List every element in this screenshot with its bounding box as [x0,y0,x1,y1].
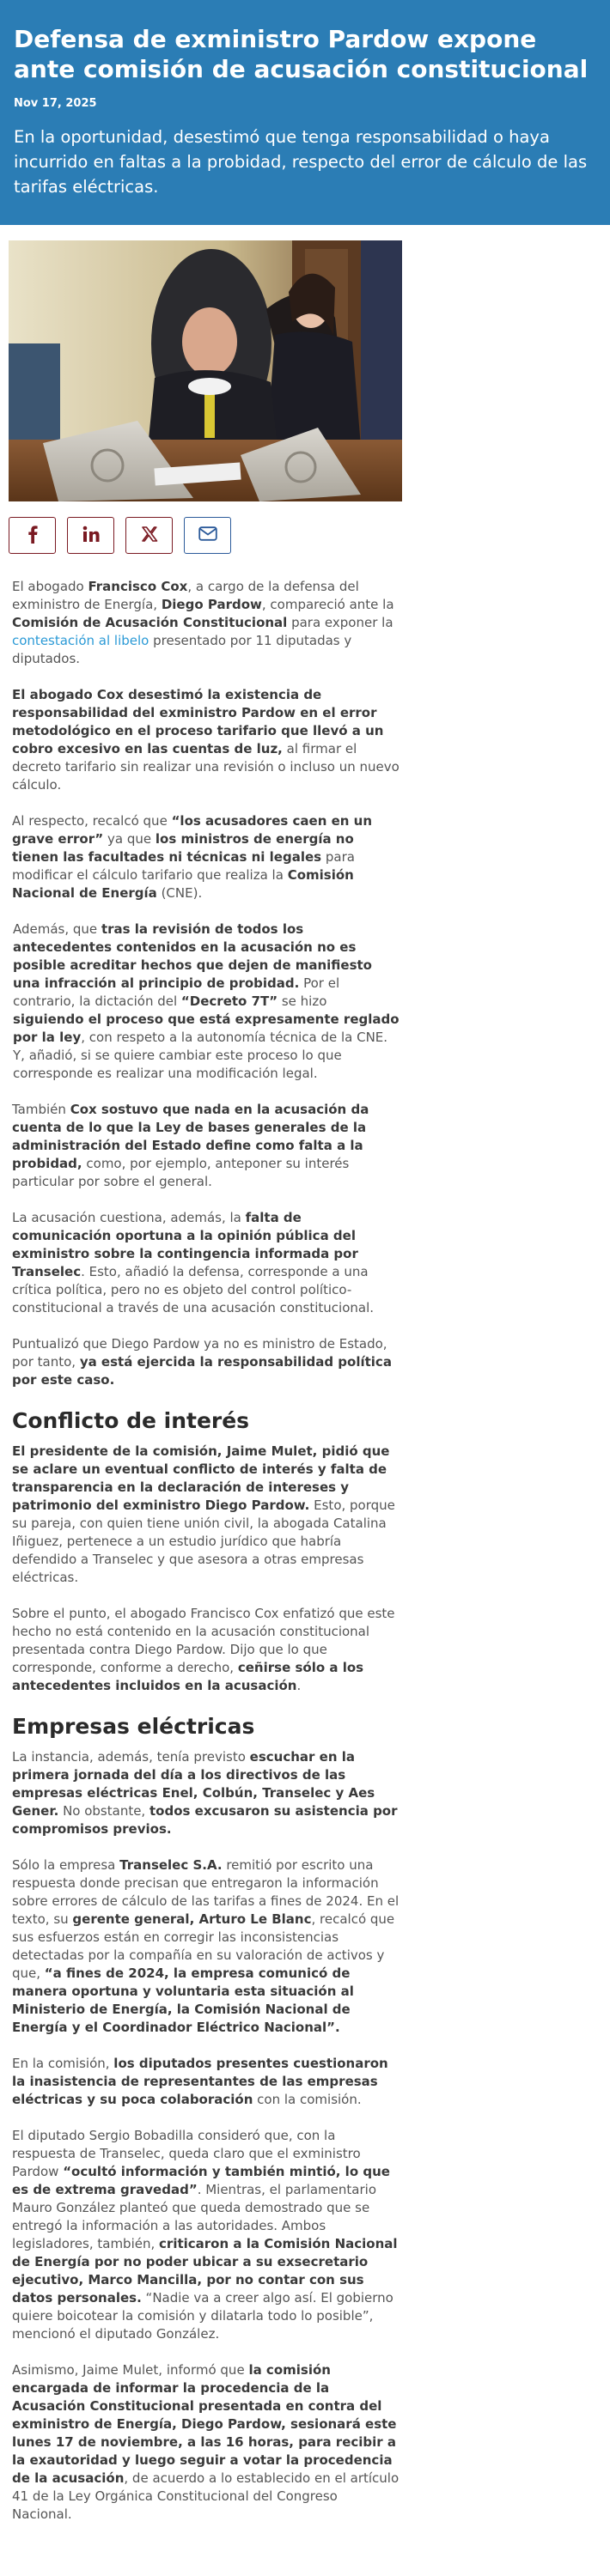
x-icon [141,526,158,546]
section-heading: Conflicto de interés [12,1408,250,1433]
paragraph: Puntualizó que Diego Pardow ya no es ministro de Estado, por tanto, ya está ejercida la responsabilidad política por este caso. [12,1336,392,1388]
article-lead: En la oportunidad, desestimó que tenga responsabilidad o haya incurrido en faltas a la probidad, respecto del error de cálculo de las tarifas eléctricas. [14,127,588,197]
share-email-button[interactable] [184,517,231,554]
article-title: Defensa de exministro Pardow expone ante comisión de acusación constitucional [14,25,589,83]
article-body [0,554,412,2576]
share-linkedin-button[interactable] [67,517,114,554]
section-heading: Empresas eléctricas [12,1714,255,1739]
paragraph: Asimismo, Jaime Mulet, informó que la comisión encargada de informar la procedencia de la Acusación Constitucional presentada en contra del exministro de Energía, Diego Pardow, sesionará este lunes 17 de noviembre, a las 16 horas, para recibir a la exautoridad y luego seguir a votar la procedencia de la acusación, de acuerdo a lo establecido en el artículo 41 de la Ley Orgánica Constitucional del Congreso Nacional. [12,2362,400,2522]
article-header [0,0,610,225]
paragraph: También Cox sostuvo que nada en la acusación da cuenta de lo que la Ley de bases generales de la administración del Estado define como falta a la probidad, como, por ejemplo, anteponer su interés particular por sobre el general. [12,1102,369,1189]
facebook-icon [25,525,40,547]
mail-icon [198,526,217,544]
paragraph: El diputado Sergio Bobadilla consideró que, con la respuesta de Transelec, queda claro que el exministro Pardow “ocultó información y también mintió, lo que es de extrema gravedad”. Mientras, el parlamentario Mauro González planteó que queda demostrado que se entregó la información a las autoridades. Ambos legisladores, también, criticaron a la Comisión Nacional de Energía por no poder ubicar a su exsecretario ejecutivo, Marco Mancilla, por no contar con sus datos personales. “Nadie va a creer algo así. El gobierno quiere boicotear la comisión y dilatarla todo lo posible”, mencionó el diputado González. [12,2128,398,2342]
paragraph: El abogado Francisco Cox, a cargo de la defensa del exministro de Energía, Diego Pardow, compareció ante la Comisión de Acusación Constitucional para exponer la contestación al libelo presentado por 11 diputadas y diputados. [12,579,394,666]
article-photo [9,240,402,501]
linkedin-icon [82,526,100,546]
share-facebook-button[interactable] [9,517,56,554]
share-bar [9,517,610,554]
paragraph: La instancia, además, tenía previsto escuchar en la primera jornada del día a los directivos de las empresas eléctricas Enel, Colbún, Transelec y Aes Gener. No obstante, todos excusaron su asistencia por compromisos previos. [12,1749,398,1837]
paragraph: Sólo la empresa Transelec S.A. remitió por escrito una respuesta donde precisan que entregaron la información sobre errores de cálculo de las tarifas a fines de 2024. En el texto, su gerente general, Arturo Le Blanc, recalcó que sus esfuerzos están en corregir las inconsistencias detectadas por la compañía en su valoración de activos y que, “a fines de 2024, la empresa comunicó de manera oportuna y voluntaria esta situación al Ministerio de Energía, la Comisión Nacional de Energía y el Coordinador Eléctrico Nacional”. [12,1857,400,2035]
paragraph: El presidente de la comisión, Jaime Mulet, pidió que se aclare un eventual conflicto de interés y falta de transparencia en la declaración de intereses y patrimonio del exministro Diego Pardow. Esto, porque su pareja, con quien tiene unión civil, la abogada Catalina Iñiguez, pertenece a un estudio jurídico que habría defendido a Transelec y que asesora a otras empresas eléctricas. [12,1443,395,1585]
paragraph: Al respecto, recalcó que “los acusadores caen en un grave error” ya que los ministros de energía no tienen las facultades ni técnicas ni legales para modificar el cálculo tarifario que realiza la Comisión Nacional de Energía (CNE). [12,813,373,901]
publish-date: Nov 17, 2025 [14,97,97,110]
paragraph: Además, que tras la revisión de todos los antecedentes contenidos en la acusación no es posible acreditar hechos que dejen de manifiesto una infracción al principio de probidad. Por el contrario, la dictación del “Decreto 7T” se hizo siguiendo el proceso que está expresamente reglado por la ley, con respeto a la autonomía técnica de la CNE. Y, añadió, si se quiere cambiar este proceso lo que corresponde es realizar una modificación legal. [13,921,400,1081]
share-x-button[interactable] [125,517,173,554]
paragraph: Sobre el punto, el abogado Francisco Cox enfatizó que este hecho no está contenido en la acusación constitucional presentada contra Diego Pardow. Dijo que lo que corresponde, conforme a derecho, ceñirse sólo a los antecedentes incluidos en la acusación. [12,1606,395,1693]
libelo-link[interactable]: contestación al libelo [12,633,149,648]
paragraph: En la comisión, los diputados presentes cuestionaron la inasistencia de representantes de las empresas eléctricas y su poca colaboración con la comisión. [12,2056,388,2107]
hearing-photo-illustration [9,240,402,501]
paragraph: El abogado Cox desestimó la existencia de responsabilidad del exministro Pardow en el error metodológico en el proceso tarifario que llevó a un cobro excesivo en las cuentas de luz, al firmar el decreto tarifario sin realizar una revisión o incluso un nuevo cálculo. [12,687,400,793]
paragraph: La acusación cuestiona, además, la falta de comunicación oportuna a la opinión pública del exministro sobre la contingencia informada por Transelec. Esto, añadió la defensa, corresponde a una crítica política, pero no es objeto del control político-constitucional a través de una acusación constitucional. [12,1210,375,1315]
